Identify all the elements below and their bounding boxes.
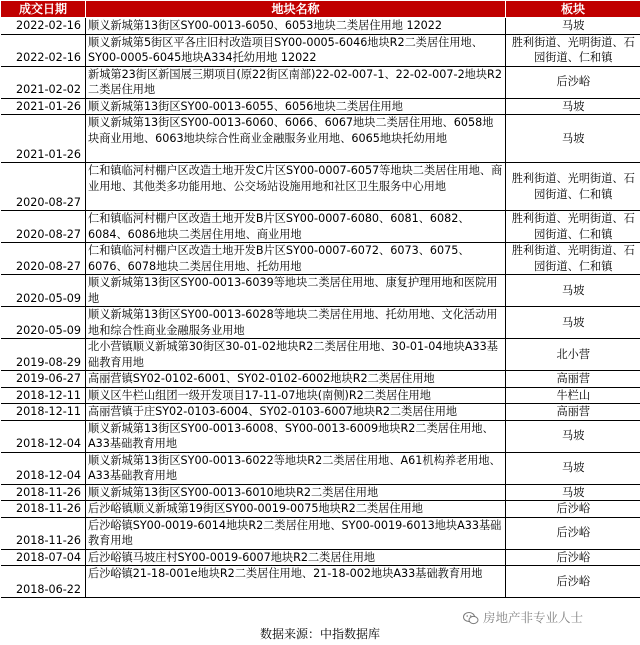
cell-name: 高丽营镇于庄SY02-0103-6004、SY02-0103-6007地块R2二类居住用地 bbox=[86, 404, 506, 421]
cell-date: 2021-01-26 bbox=[1, 98, 86, 115]
cell-date: 2020-08-27 bbox=[1, 211, 86, 243]
table-row bbox=[1, 211, 640, 243]
cell-name: 顺义区牛栏山组团一级开发项目17-11-07地块(南侧)R2二类居住用地 bbox=[86, 387, 506, 404]
cell-name: 后沙峪镇SY00-0019-6014地块R2二类居住用地、SY00-0019-6013地块A33基础教育用地 bbox=[86, 517, 506, 549]
cell-area: 马坡 bbox=[506, 98, 640, 115]
cell-name: 新城第23街区新国展三期项目(原22街区南部)22-02-007-1、22-02-007-2地块R2二类居住用地 bbox=[86, 66, 506, 98]
cell-date: 2022-02-16 bbox=[1, 34, 86, 66]
table-row bbox=[1, 98, 640, 115]
cell-area: 马坡 bbox=[506, 484, 640, 501]
wechat-icon bbox=[463, 611, 479, 625]
cell-name: 顺义新城第13街区SY00-0013-6055、6056地块二类居住用地 bbox=[86, 98, 506, 115]
cell-date: 2019-08-29 bbox=[1, 339, 86, 371]
cell-area: 胜利街道、光明街道、石园街道、仁和镇 bbox=[506, 243, 640, 275]
table-row bbox=[1, 34, 640, 66]
cell-name: 仁和镇临河村棚户区改造土地开发B片区SY00-0007-6080、6081、6082、6084、6086地块二类居住用地、商业用地 bbox=[86, 211, 506, 243]
table-row bbox=[1, 549, 640, 566]
table-header-row bbox=[1, 1, 640, 18]
cell-date: 2018-07-04 bbox=[1, 549, 86, 566]
cell-date: 2020-05-09 bbox=[1, 307, 86, 339]
cell-name: 高丽营镇SY02-0102-6001、SY02-0102-6002地块R2二类居住用地 bbox=[86, 371, 506, 388]
cell-area: 后沙峪 bbox=[506, 517, 640, 549]
cell-date: 2018-11-26 bbox=[1, 517, 86, 549]
cell-area: 高丽营 bbox=[506, 404, 640, 421]
cell-area: 后沙峪 bbox=[506, 66, 640, 98]
watermark-text: 房地产非专业人士 bbox=[483, 610, 584, 625]
table-row bbox=[1, 420, 640, 452]
table-row bbox=[1, 243, 640, 275]
cell-date: 2018-11-26 bbox=[1, 501, 86, 518]
cell-date: 2020-05-09 bbox=[1, 275, 86, 307]
cell-date: 2018-12-11 bbox=[1, 404, 86, 421]
table-row bbox=[1, 371, 640, 388]
cell-name: 顺义新城第13街区SY00-0013-6008、SY00-0013-6009地块R2二类居住用地、A33基础教育用地 bbox=[86, 420, 506, 452]
table-row bbox=[1, 307, 640, 339]
cell-area: 马坡 bbox=[506, 18, 640, 35]
cell-date: 2018-06-22 bbox=[1, 566, 86, 598]
cell-area: 马坡 bbox=[506, 307, 640, 339]
cell-name: 仁和镇临河村棚户区改造土地开发B片区SY00-0007-6072、6073、6075、6076、6078地块二类居住用地、托幼用地 bbox=[86, 243, 506, 275]
cell-date: 2018-12-04 bbox=[1, 452, 86, 484]
cell-date: 2018-12-04 bbox=[1, 420, 86, 452]
cell-date: 2019-06-27 bbox=[1, 371, 86, 388]
cell-area: 后沙峪 bbox=[506, 566, 640, 598]
cell-area: 后沙峪 bbox=[506, 549, 640, 566]
header-area: 板块 bbox=[506, 1, 640, 18]
cell-area: 胜利街道、光明街道、石园街道、仁和镇 bbox=[506, 34, 640, 66]
cell-date: 2018-11-26 bbox=[1, 484, 86, 501]
table-row bbox=[1, 115, 640, 163]
cell-name: 顺义新城第13街区SY00-0013-6022等地块R2二类居住用地、A61机构养老用地、A33基础教育用地 bbox=[86, 452, 506, 484]
cell-name: 后沙峪镇21-18-001e地块R2二类居住用地、21-18-002地块A33基础教育用地 bbox=[86, 566, 506, 598]
cell-name: 后沙峪镇顺义新城第19街区SY00-0019-0075地块R2二类居住用地 bbox=[86, 501, 506, 518]
cell-area: 胜利街道、光明街道、石园街道、仁和镇 bbox=[506, 163, 640, 211]
cell-name: 北小营镇顺义新城第30街区30-01-02地块R2二类居住用地、30-01-04地块A33基础教育用地 bbox=[86, 339, 506, 371]
table-row bbox=[1, 404, 640, 421]
table-row bbox=[1, 501, 640, 518]
table-row bbox=[1, 275, 640, 307]
cell-date: 2020-08-27 bbox=[1, 243, 86, 275]
cell-area: 牛栏山 bbox=[506, 387, 640, 404]
cell-name: 顺义新城第13街区SY00-0013-6050、6053地块二类居住用地 12022 bbox=[86, 18, 506, 35]
table-row bbox=[1, 387, 640, 404]
cell-name: 顺义新城第5街区平各庄旧村改造项目SY00-0005-6046地块R2二类居住用地、SY00-0005-6045地块A334托幼用地 12022 bbox=[86, 34, 506, 66]
cell-name: 仁和镇临河村棚户区改造土地开发C片区SY00-0007-6057等地块二类居住用地、商业用地、其他类多功能用地、公交场站设施用地和社区卫生服务中心用地 bbox=[86, 163, 506, 211]
cell-name: 顺义新城第13街区SY00-0013-6010地块R2二类居住用地 bbox=[86, 484, 506, 501]
header-name: 地块名称 bbox=[86, 1, 506, 18]
cell-area: 马坡 bbox=[506, 275, 640, 307]
cell-date: 2022-02-16 bbox=[1, 18, 86, 35]
table-row bbox=[1, 66, 640, 98]
cell-area: 北小营 bbox=[506, 339, 640, 371]
table-row bbox=[1, 517, 640, 549]
cell-name: 顺义新城第13街区SY00-0013-6039等地块二类居住用地、康复护理用地和医院用地 bbox=[86, 275, 506, 307]
cell-area: 高丽营 bbox=[506, 371, 640, 388]
cell-name: 顺义新城第13街区SY00-0013-6060、6066、6067地块二类居住用地、6058地块商业用地、6063地块综合性商业金融服务业用地、6065地块托幼用地 bbox=[86, 115, 506, 163]
cell-area: 马坡 bbox=[506, 420, 640, 452]
cell-date: 2021-01-26 bbox=[1, 115, 86, 163]
table-row bbox=[1, 566, 640, 598]
table-row bbox=[1, 18, 640, 35]
cell-date: 2020-08-27 bbox=[1, 163, 86, 211]
header-date: 成交日期 bbox=[1, 1, 86, 18]
cell-name: 顺义新城第13街区SY00-0013-6028等地块二类居住用地、托幼用地、文化活动用地和综合性商业金融服务业用地 bbox=[86, 307, 506, 339]
data-source-note: 数据来源：中指数据库 bbox=[259, 627, 380, 641]
cell-name: 后沙峪镇马坡庄村SY00-0019-6007地块R2二类居住用地 bbox=[86, 549, 506, 566]
cell-area: 马坡 bbox=[506, 115, 640, 163]
table-row bbox=[1, 163, 640, 211]
cell-area: 马坡 bbox=[506, 452, 640, 484]
table-row bbox=[1, 452, 640, 484]
table-row bbox=[1, 484, 640, 501]
cell-date: 2021-02-02 bbox=[1, 66, 86, 98]
cell-date: 2018-12-11 bbox=[1, 387, 86, 404]
cell-area: 胜利街道、光明街道、石园街道、仁和镇 bbox=[506, 211, 640, 243]
table-row bbox=[1, 339, 640, 371]
cell-area: 后沙峪 bbox=[506, 501, 640, 518]
